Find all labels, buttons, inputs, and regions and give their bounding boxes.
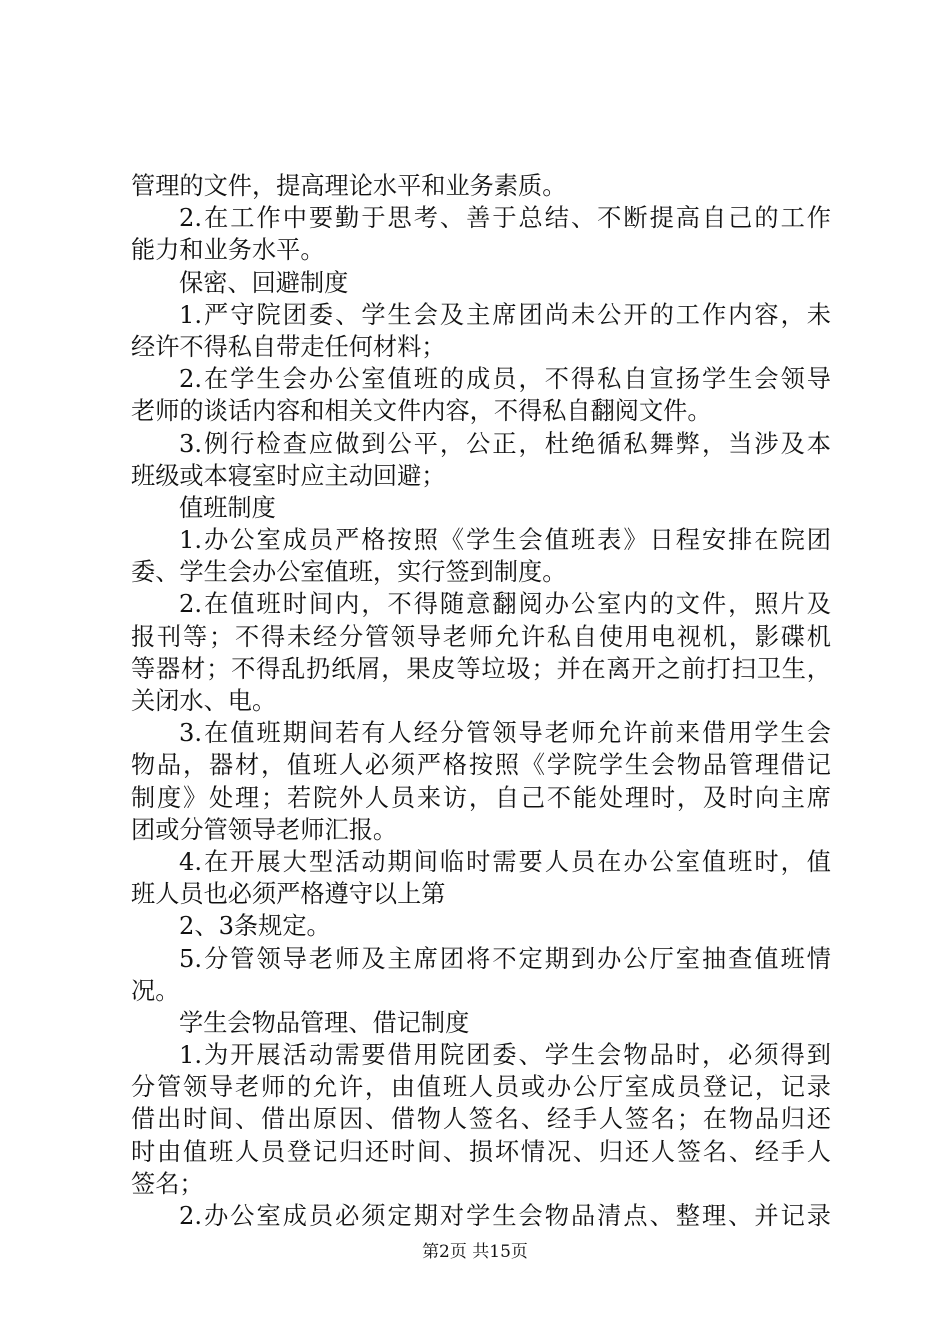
document-body (131, 170, 831, 1232)
text-line: 借出时间、借出原因、借物人签名、经手人签名；在物品归还 (131, 1105, 831, 1134)
text-line: 等器材；不得乱扔纸屑，果皮等垃圾；并在离开之前打扫卫生， (131, 654, 831, 683)
text-line: 班人员也必须严格遵守以上第 (131, 880, 446, 909)
text-line: 5.分管领导老师及主席团将不定期到办公厅室抽查值班情 (179, 944, 831, 973)
text-line: 1.严守院团委、学生会及主席团尚未公开的工作内容，未 (179, 300, 831, 329)
text-line: 签名； (131, 1169, 204, 1198)
text-line: 制度》处理；若院外人员来访，自己不能处理时，及时向主席 (131, 783, 831, 812)
section-heading: 学生会物品管理、借记制度 (179, 1008, 470, 1037)
section-heading: 值班制度 (179, 493, 276, 522)
text-line: 2.在工作中要勤于思考、善于总结、不断提高自己的工作 (179, 204, 831, 233)
text-line: 况。 (131, 976, 180, 1005)
text-line: 关闭水、电。 (131, 687, 277, 715)
text-line: 2.在值班时间内，不得随意翻阅办公室内的文件，照片及 (179, 590, 831, 619)
text-line: 1.办公室成员严格按照《学生会值班表》日程安排在院团 (179, 526, 831, 555)
text-line: 3.例行检查应做到公平，公正，杜绝循私舞弊，当涉及本 (179, 429, 831, 458)
text-line: 物品，器材，值班人必须严格按照《学院学生会物品管理借记 (131, 751, 831, 780)
text-line: 团或分管领导老师汇报。 (131, 815, 398, 844)
text-line: 分管领导老师的允许，由值班人员或办公厅室成员登记，记录 (131, 1073, 831, 1102)
page-number: 第2页 共15页 (422, 1242, 528, 1262)
text-line: 能力和业务水平。 (131, 236, 325, 265)
text-line: 老师的谈话内容和相关文件内容，不得私自翻阅文件。 (131, 397, 712, 426)
text-line: 报刊等；不得未经分管领导老师允许私自使用电视机，影碟机 (131, 622, 831, 651)
text-line: 经许不得私自带走任何材料； (131, 332, 446, 361)
section-heading: 保密、回避制度 (179, 268, 349, 297)
text-line: 3.在值班期间若有人经分管领导老师允许前来借用学生会 (179, 719, 831, 748)
text-line: 2.办公室成员必须定期对学生会物品清点、整理、并记录 (179, 1202, 831, 1230)
text-line: 管理的文件，提高理论水平和业务素质。 (131, 172, 567, 200)
text-line: 4.在开展大型活动期间临时需要人员在办公室值班时，值 (179, 847, 831, 876)
text-line: 2、3条规定。 (179, 912, 331, 941)
text-line: 时由值班人员登记归还时间、损坏情况、归还人签名、经手人 (131, 1137, 831, 1166)
text-line: 委、学生会办公室值班，实行签到制度。 (131, 558, 567, 587)
text-line: 2.在学生会办公室值班的成员，不得私自宣扬学生会领导 (179, 365, 831, 394)
text-line: 班级或本寝室时应主动回避； (131, 461, 446, 490)
text-line: 1.为开展活动需要借用院团委、学生会物品时，必须得到 (179, 1041, 831, 1070)
